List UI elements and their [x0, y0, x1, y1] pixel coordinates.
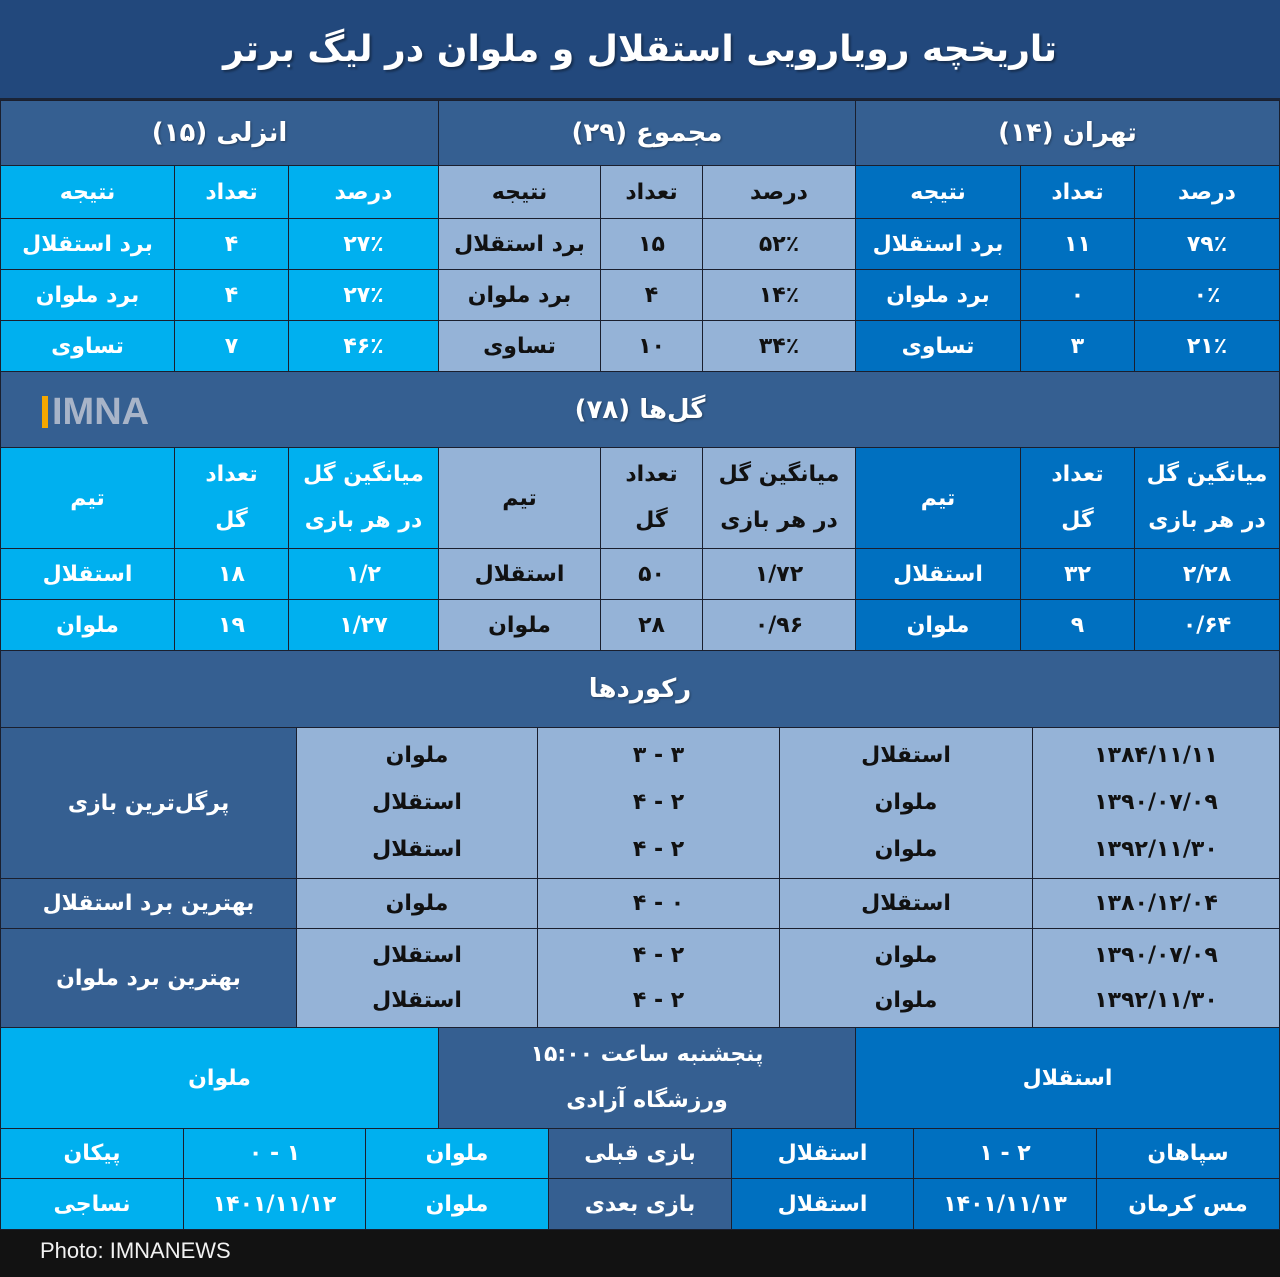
next-match-venue: ورزشگاه آزادی: [566, 1088, 728, 1113]
esteghlal-next-date: ۱۴۰۱/۱۱/۱۳: [913, 1178, 1097, 1230]
next-match-home-team: استقلال: [855, 1027, 1280, 1129]
esteghlal-previous-score: ۲ - ۱: [913, 1128, 1097, 1179]
team-cell: استقلال: [855, 548, 1021, 600]
record-score: ۲ - ۴: [632, 789, 685, 815]
count-cell: ۳: [1020, 320, 1135, 372]
col-header-team: تیم: [0, 447, 175, 549]
record-home-cell: [779, 928, 1033, 1028]
result-cell: برد ملوان: [438, 269, 601, 321]
header-line: میانگین گل: [718, 462, 840, 487]
count-cell: ۱۵: [600, 218, 703, 270]
section-header-anzali: انزلی (۱۵): [0, 100, 439, 166]
goals-header: گل‌ها (۷۸): [0, 371, 1280, 448]
col-header-result: نتیجه: [0, 165, 175, 219]
avg-cell: ۱/۲: [288, 548, 439, 600]
result-cell: تساوی: [855, 320, 1021, 372]
record-away-team: استقلال: [372, 987, 462, 1013]
record-date: ۱۳۹۰/۰۷/۰۹: [1094, 789, 1218, 815]
col-header-result: نتیجه: [855, 165, 1021, 219]
record-away-cell: [296, 727, 538, 879]
result-cell: برد استقلال: [438, 218, 601, 270]
esteghlal-team: استقلال: [731, 1128, 914, 1179]
percent-cell: ۲۷٪: [288, 269, 439, 321]
record-date: ۱۳۹۲/۱۱/۳۰: [1094, 987, 1218, 1013]
result-cell: تساوی: [0, 320, 175, 372]
record-score: ۲ - ۴: [632, 837, 685, 863]
team-cell: ملوان: [438, 599, 601, 651]
page-title: تاریخچه رویارویی استقلال و ملوان در لیگ برتر: [0, 0, 1280, 100]
col-header-goals: [600, 447, 703, 549]
previous-match-label: بازی قبلی: [548, 1128, 732, 1179]
record-date-cell: [1032, 928, 1280, 1028]
esteghlal-next-opponent: مس کرمان: [1096, 1178, 1280, 1230]
team-cell: ملوان: [855, 599, 1021, 651]
result-cell: برد ملوان: [855, 269, 1021, 321]
record-home-team: ملوان: [874, 942, 938, 968]
header-line: گل: [215, 508, 248, 533]
col-header-avg: [1134, 447, 1280, 549]
count-cell: ۱۰: [600, 320, 703, 372]
record-label-best-esteghlal-win: بهترین برد استقلال: [0, 878, 297, 929]
next-match-time: پنجشنبه ساعت ۱۵:۰۰: [530, 1042, 764, 1067]
percent-cell: ۲۷٪: [288, 218, 439, 270]
photo-credit: Photo: IMNANEWS: [40, 1238, 231, 1263]
malavan-next-date: ۱۴۰۱/۱۱/۱۲: [183, 1178, 366, 1230]
malavan-previous-opponent: پیکان: [0, 1128, 184, 1179]
header-line: میانگین گل: [1146, 462, 1268, 487]
record-away-team: استقلال: [372, 789, 462, 815]
logo-accent-bar: [42, 396, 48, 428]
record-away-team: ملوان: [296, 878, 538, 929]
col-header-count: تعداد: [600, 165, 703, 219]
percent-cell: ۷۹٪: [1134, 218, 1280, 270]
team-cell: استقلال: [438, 548, 601, 600]
result-cell: برد استقلال: [0, 218, 175, 270]
percent-cell: ۴۶٪: [288, 320, 439, 372]
record-label-best-malavan-win: بهترین برد ملوان: [0, 928, 297, 1028]
record-home-team: ملوان: [874, 789, 938, 815]
record-score: ۰ - ۴: [537, 878, 780, 929]
avg-cell: ۱/۷۲: [702, 548, 856, 600]
record-score-cell: [537, 928, 780, 1028]
next-match-label: بازی بعدی: [548, 1178, 732, 1230]
percent-cell: ۳۴٪: [702, 320, 856, 372]
avg-cell: ۰/۶۴: [1134, 599, 1280, 651]
record-date: ۱۳۸۴/۱۱/۱۱: [1094, 742, 1218, 768]
col-header-percent: درصد: [1134, 165, 1280, 219]
header-line: تعداد: [205, 462, 258, 487]
imna-logo: [42, 392, 149, 432]
header-line: در هر بازی: [720, 508, 838, 533]
record-date: ۱۳۹۰/۰۷/۰۹: [1094, 942, 1218, 968]
malavan-team: ملوان: [365, 1128, 549, 1179]
next-match-info: [438, 1027, 856, 1129]
header-line: تعداد: [1051, 462, 1104, 487]
goals-cell: ۳۲: [1020, 548, 1135, 600]
record-away-cell: [296, 928, 538, 1028]
record-score-cell: [537, 727, 780, 879]
record-away-team: ملوان: [385, 742, 449, 768]
col-header-goals: [1020, 447, 1135, 549]
record-away-team: استقلال: [372, 837, 462, 863]
percent-cell: ۲۱٪: [1134, 320, 1280, 372]
col-header-avg: [702, 447, 856, 549]
count-cell: ۴: [600, 269, 703, 321]
record-date-cell: [1032, 727, 1280, 879]
esteghlal-team: استقلال: [731, 1178, 914, 1230]
record-home-team: ملوان: [874, 837, 938, 863]
goals-cell: ۵۰: [600, 548, 703, 600]
avg-cell: ۰/۹۶: [702, 599, 856, 651]
team-cell: ملوان: [0, 599, 175, 651]
col-header-goals: [174, 447, 289, 549]
col-header-count: تعداد: [174, 165, 289, 219]
count-cell: ۷: [174, 320, 289, 372]
result-cell: تساوی: [438, 320, 601, 372]
goals-cell: ۹: [1020, 599, 1135, 651]
malavan-team: ملوان: [365, 1178, 549, 1230]
count-cell: ۴: [174, 269, 289, 321]
record-home-team: استقلال: [779, 878, 1033, 929]
header-line: گل: [635, 508, 668, 533]
col-header-avg: [288, 447, 439, 549]
record-score: ۲ - ۴: [632, 942, 685, 968]
percent-cell: ۵۲٪: [702, 218, 856, 270]
col-header-percent: درصد: [702, 165, 856, 219]
record-date: ۱۳۸۰/۱۲/۰۴: [1032, 878, 1280, 929]
result-cell: برد ملوان: [0, 269, 175, 321]
percent-cell: ۰٪: [1134, 269, 1280, 321]
malavan-previous-score: ۱ - ۰: [183, 1128, 366, 1179]
col-header-count: تعداد: [1020, 165, 1135, 219]
record-home-team: استقلال: [861, 742, 951, 768]
section-header-total: مجموع (۲۹): [438, 100, 856, 166]
header-line: در هر بازی: [304, 508, 423, 533]
logo-text: IMNA: [52, 390, 150, 433]
record-score: ۲ - ۴: [632, 987, 685, 1013]
count-cell: ۰: [1020, 269, 1135, 321]
record-home-cell: [779, 727, 1033, 879]
record-score: ۳ - ۳: [632, 742, 685, 768]
goals-cell: ۱۹: [174, 599, 289, 651]
esteghlal-previous-opponent: سپاهان: [1096, 1128, 1280, 1179]
record-label-highest-scoring: پرگل‌ترین بازی: [0, 727, 297, 879]
count-cell: ۱۱: [1020, 218, 1135, 270]
header-line: میانگین گل: [303, 462, 424, 487]
record-home-team: ملوان: [874, 987, 938, 1013]
header-line: تعداد: [625, 462, 678, 487]
next-match-away-team: ملوان: [0, 1027, 439, 1129]
record-date: ۱۳۹۲/۱۱/۳۰: [1094, 837, 1218, 863]
result-cell: برد استقلال: [855, 218, 1021, 270]
col-header-percent: درصد: [288, 165, 439, 219]
goals-cell: ۲۸: [600, 599, 703, 651]
col-header-result: نتیجه: [438, 165, 601, 219]
col-header-team: تیم: [438, 447, 601, 549]
avg-cell: ۲/۲۸: [1134, 548, 1280, 600]
records-header: رکوردها: [0, 650, 1280, 728]
malavan-next-opponent: نساجی: [0, 1178, 184, 1230]
col-header-team: تیم: [855, 447, 1021, 549]
goals-cell: ۱۸: [174, 548, 289, 600]
record-away-team: استقلال: [372, 942, 462, 968]
header-line: در هر بازی: [1148, 508, 1266, 533]
section-header-tehran: تهران (۱۴): [855, 100, 1280, 166]
header-line: گل: [1061, 508, 1094, 533]
team-cell: استقلال: [0, 548, 175, 600]
count-cell: ۴: [174, 218, 289, 270]
avg-cell: ۱/۲۷: [288, 599, 439, 651]
percent-cell: ۱۴٪: [702, 269, 856, 321]
